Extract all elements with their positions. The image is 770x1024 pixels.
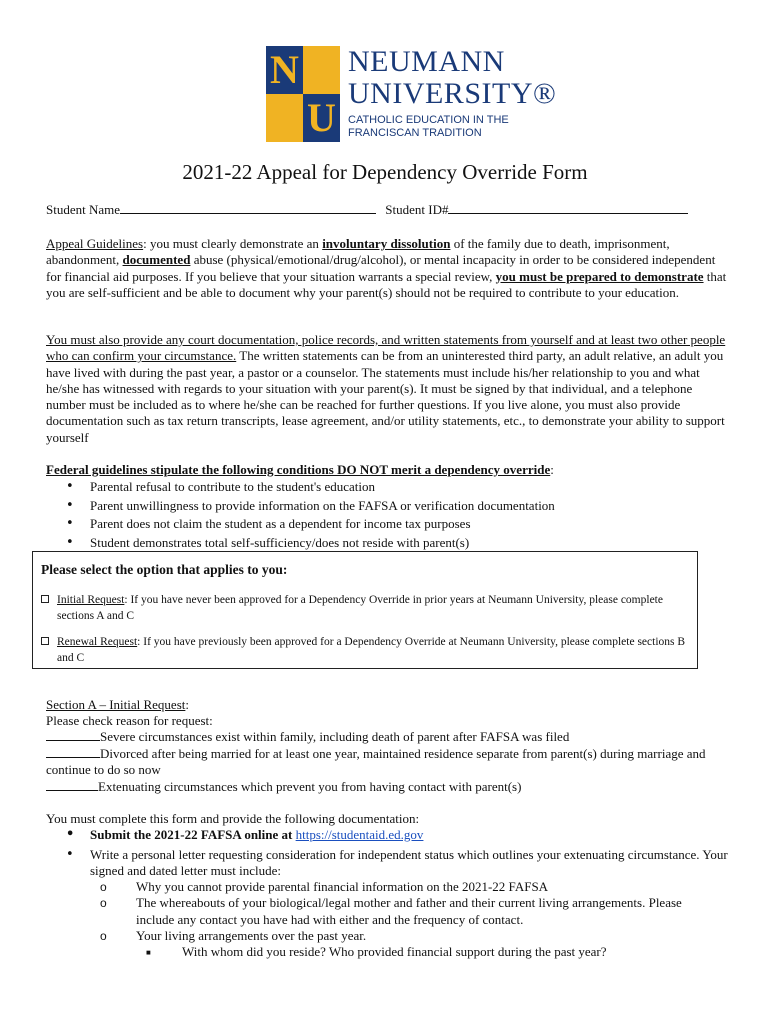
reason-check-blank[interactable] xyxy=(46,729,100,741)
renewal-request-label: Renewal Request xyxy=(57,636,138,648)
section-a-instruction: Please check reason for request: xyxy=(46,713,213,728)
guidelines-text: abuse (physical/emotional/drug/alcohol), or mental incapacity in order to be considered independent for financial aid purposes. If you believe that your situation warrants a special review, xyxy=(46,252,716,284)
student-info-row xyxy=(46,202,688,218)
request-type-box xyxy=(32,551,698,669)
renewal-request-text: : If you have previously been approved for a Dependency Override at Neumann University, please complete sections B and C xyxy=(57,636,686,664)
section-a-heading: Section A – Initial Request xyxy=(46,697,186,712)
initial-request-text: : If you have never been approved for a Dependency Override in prior years at Neumann University, please complete sections A and C xyxy=(57,594,663,622)
reason-text: Extenuating circumstances which prevent you from having contact with parent(s) xyxy=(98,779,522,794)
guidelines-text: that you are self-sufficient and be able to document why your parent(s) should not be required to contribute to your education. xyxy=(46,268,727,300)
federal-conditions-list xyxy=(46,478,728,552)
documentation-list xyxy=(46,826,728,879)
colon: : xyxy=(185,697,190,712)
complete-intro: You must complete this form and provide the following documentation: xyxy=(46,811,420,826)
federal-guidelines-heading-row xyxy=(46,462,554,478)
renewal-request-option[interactable] xyxy=(41,634,691,666)
fafsa-text: Submit the 2021-22 FAFSA online at xyxy=(90,827,296,842)
student-name-field[interactable] xyxy=(120,202,376,214)
logo-tagline-1: CATHOLIC EDUCATION IN THE xyxy=(348,114,509,126)
documentation-paragraph xyxy=(46,332,728,446)
reason-check-blank[interactable] xyxy=(46,779,98,791)
logo-wordmark xyxy=(348,45,557,140)
reason-item xyxy=(46,729,728,745)
reason-item xyxy=(46,779,728,795)
appeal-guidelines xyxy=(46,236,728,301)
list-item: o The whereabouts of your biological/legal mother and father and their current living arrangements. Please include any contact you have had with either and the frequency of contact. xyxy=(120,895,720,928)
federal-guidelines-heading: Federal guidelines stipulate the following conditions DO NOT merit a dependency override xyxy=(46,462,551,477)
student-name-label: Student Name xyxy=(46,202,121,217)
list-item: • Parent does not claim the student as a dependent for income tax purposes xyxy=(46,515,728,534)
reason-text: Severe circumstances exist within family, including death of parent after FAFSA was filed xyxy=(100,729,570,744)
involuntary-dissolution: involuntary dissolution xyxy=(322,236,451,251)
logo-square xyxy=(266,94,303,142)
list-item: o Your living arrangements over the past year. xyxy=(120,928,720,944)
list-item xyxy=(46,826,728,845)
logo-tagline-2: FRANCISCAN TRADITION xyxy=(348,127,482,139)
logo-letter-n: N xyxy=(266,46,303,94)
student-id-label: Student ID# xyxy=(385,202,449,217)
list-item: • Write a personal letter requesting consideration for independent status which outlines your extenuating circumstance. Your signed and dated letter must include: xyxy=(46,847,728,880)
list-item: ■ With whom did you reside? Who provided financial support during the past year? xyxy=(166,944,726,960)
logo-square xyxy=(303,46,340,94)
guidelines-text: : you must clearly demonstrate an xyxy=(143,236,323,251)
guidelines-heading: Appeal Guidelines xyxy=(46,236,144,251)
logo-mark xyxy=(266,46,340,142)
section-a-heading-row xyxy=(46,697,189,713)
logo-name-line1: NEUMANN xyxy=(348,45,505,78)
logo-letter-u: U xyxy=(303,94,340,142)
documentation-requirement: You must also provide any court documentation, police records, and written statements from yourself and at least two other people who can confirm your circumstance. xyxy=(46,332,726,364)
initial-request-label: Initial Request xyxy=(57,594,125,606)
list-item: • Student demonstrates total self-sufficiency/does not reside with parent(s) xyxy=(46,534,728,553)
select-option-title: Please select the option that applies to you: xyxy=(41,562,288,577)
initial-request-option[interactable] xyxy=(41,592,691,624)
colon: : xyxy=(550,462,554,477)
initial-request-checkbox[interactable] xyxy=(41,595,49,603)
reason-item xyxy=(46,746,728,779)
reason-text: Divorced after being married for at least one year, maintained residence separate from parent(s) during marriage and continue to do so now xyxy=(46,746,706,778)
list-item: o Why you cannot provide parental financial information on the 2021-22 FAFSA xyxy=(120,879,720,895)
page-title: 2021-22 Appeal for Dependency Override Form xyxy=(182,160,588,184)
logo-name-line2: UNIVERSITY® xyxy=(348,77,557,110)
student-id-field[interactable] xyxy=(448,202,688,214)
documented-emphasis: documented xyxy=(122,252,191,268)
list-item: • Parental refusal to contribute to the student's education xyxy=(46,478,728,497)
reason-check-blank[interactable] xyxy=(46,746,100,758)
must-prepare-emphasis: you must be prepared to demonstrate xyxy=(495,268,704,284)
letter-requirements-list xyxy=(120,879,720,944)
guidelines-text: of the family due to death, imprisonment, abandonment, xyxy=(46,236,670,268)
fafsa-link[interactable]: https://studentaid.ed.gov xyxy=(295,827,424,842)
living-arrangements-sublist xyxy=(166,944,726,960)
list-item: • Parent unwillingness to provide information on the FAFSA or verification documentation xyxy=(46,497,728,516)
renewal-request-checkbox[interactable] xyxy=(41,637,49,645)
documentation-details: The written statements can be from an uninterested third party, an adult relative, an adult you have lived with during the past year, a pastor or a counselor. The statements must include his/her relationship to you and what he/she has witnessed with regards to your situation with your parent(s). It must be signed by that individual, and a telephone number must be included as to where he/she can be reached for further questions. If you live alone, you must also provide documentation such as tax return transcripts, lease agreement, and/or utility statements, etc., to demonstrate your ability to support yourself xyxy=(46,348,725,445)
